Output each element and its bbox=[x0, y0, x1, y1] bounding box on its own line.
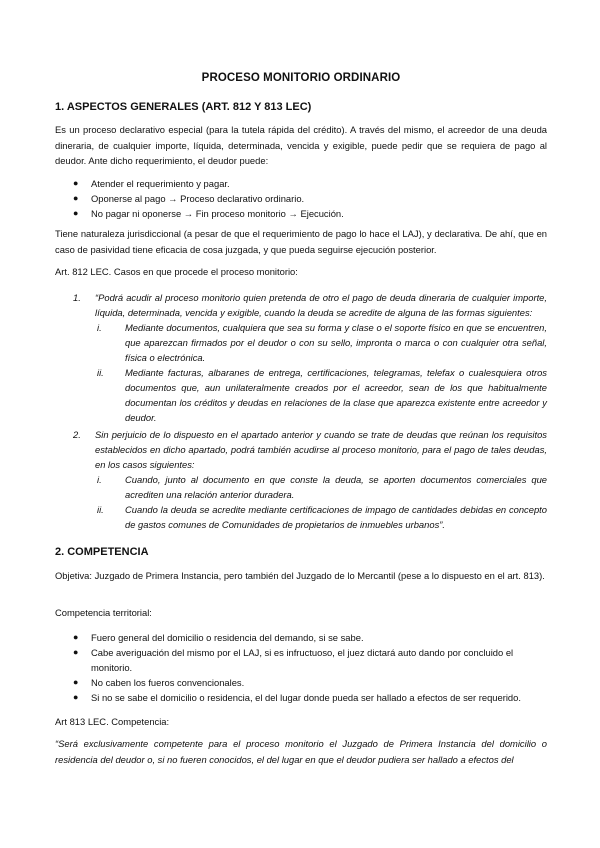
debtor-options-list bbox=[73, 176, 547, 221]
bullet-icon: ● bbox=[73, 647, 79, 657]
list-item: 2. Sin perjuicio de lo dispuesto en el apartado anterior y cuando se trate de deudas que reúnan los requisitos establecidos en dicho apartado, podrá también acudirse al proceso monitorio, para el pago de tales deudas, en los casos siguientes: i. Cuando, junto al documento en que conste la deuda, se aporten documentos comerciales que acrediten una relación anterior duradera. ii. Cuando la deuda se acredite mediante certificaciones de impago de cantidades debidas en concepto de gastos comunes de Comunidades de propietarios de inmuebles urbanos”. bbox=[73, 429, 547, 530]
art813-quote: “Será exclusivamente competente para el proceso monitorio el Juzgado de Primera Instancia del domicilio o residencia del deudor o, si no fueren conocidos, el del lugar en que el deudor pudiera ser hallado a efectos del bbox=[55, 738, 547, 765]
list-item: i. Mediante documentos, cualquiera que sea su forma y clase o el soporte físico en que se encuentren, que aparezcan firmados por el deudor o con su sello, impronta o marca o con cualquier otra señal, física o electrónica. bbox=[97, 322, 547, 363]
art812-intro: Art. 812 LEC. Casos en que procede el proceso monitorio: bbox=[55, 266, 298, 277]
bullet-icon: ● bbox=[73, 632, 79, 642]
territorial-label: Competencia territorial: bbox=[55, 607, 152, 618]
list-item: ● No pagar ni oponerse → Fin proceso monitorio → Ejecución. bbox=[73, 208, 344, 219]
sublist bbox=[95, 472, 547, 532]
nature-paragraph: Tiene naturaleza jurisdiccional (a pesar de que el requerimiento de pago lo hace el LAJ), y declarativa. De ahí, que en caso de pasividad tiene eficacia de cosa juzgada, y que pueda seguirse ejecución posterior. bbox=[55, 228, 547, 255]
list-item: ii. Cuando la deuda se acredite mediante certificaciones de impago de cantidades debidas en concepto de gastos comunes de Comunidades de propietarios de inmuebles urbanos”. bbox=[97, 504, 547, 530]
sublist bbox=[95, 320, 547, 425]
list-item: 1. “Podrá acudir al proceso monitorio quien pretenda de otro el pago de deuda dineraria de cualquier importe, líquida, determinada, vencida y exigible, cuando la deuda se acredite de alguna de las formas siguientes: i. Mediante documentos, cualquiera que sea su forma y clase o el soporte físico en que se encuentren, que aparezcan firmados por el deudor o con su sello, impronta o marca o con cualquier otra señal, física o electrónica. ii. Mediante facturas, albaranes de entrega, certificaciones, telegramas, telefax o cualesquiera otros documentos que, aun unilateralmente creados por el acreedor, sean de los que habitualmente documentan los créditos y deudas en relaciones de la clase que aparezca existente entre acreedor y deudor. bbox=[73, 292, 547, 423]
list-item: ● Si no se sabe el domicilio o residencia, el del lugar donde pueda ser hallado a efectos de ser requerido. bbox=[73, 692, 521, 703]
list-item: ● Cabe averiguación del mismo por el LAJ, si es infructuoso, el juez dictará auto dando por concluido el monitorio. bbox=[73, 647, 514, 673]
list-item: i. Cuando, junto al documento en que conste la deuda, se aporten documentos comerciales que acrediten una relación anterior duradera. bbox=[97, 474, 547, 500]
bullet-icon: ● bbox=[73, 178, 79, 188]
page-title: PROCESO MONITORIO ORDINARIO bbox=[201, 72, 401, 84]
list-item: ● No caben los fueros convencionales. bbox=[73, 677, 245, 688]
section-heading-aspectos: 1. ASPECTOS GENERALES (ART. 812 Y 813 LEC) bbox=[55, 101, 312, 113]
bullet-icon: ● bbox=[73, 677, 79, 687]
section-heading-competencia: 2. COMPETENCIA bbox=[55, 546, 149, 558]
bullet-icon: ● bbox=[73, 692, 79, 702]
list-item: ● Fuero general del domicilio o residencia del demando, si se sabe. bbox=[73, 632, 364, 643]
bullet-icon: ● bbox=[73, 193, 79, 203]
list-item: ii. Mediante facturas, albaranes de entrega, certificaciones, telegramas, telefax o cualesquiera otros documentos que, aun unilateralmente creados por el acreedor, sean de los que habitualmente documentan los créditos y deudas en relaciones de la clase que aparezca existente entre acreedor y deudor. bbox=[97, 367, 547, 423]
art813-label: Art 813 LEC. Competencia: bbox=[55, 716, 170, 727]
bullet-icon: ● bbox=[73, 208, 79, 218]
intro-paragraph: Es un proceso declarativo especial (para la tutela rápida del crédito). A través del mismo, el acreedor de una deuda dineraria, de cualquier importe, líquida, determinada, vencida y exigible, puede pedir que se requiera de pago al deudor. Ante dicho requerimiento, el deudor puede: bbox=[55, 124, 547, 166]
territorial-list bbox=[73, 630, 547, 705]
objective-paragraph: Objetiva: Juzgado de Primera Instancia, pero también del Juzgado de lo Mercantil (pese a lo dispuesto en el art. 813). bbox=[55, 570, 545, 581]
art812-list bbox=[73, 290, 547, 532]
list-item: ● Oponerse al pago → Proceso declarativo ordinario. bbox=[73, 193, 305, 204]
list-item: ● Atender el requerimiento y pagar. bbox=[73, 178, 230, 189]
